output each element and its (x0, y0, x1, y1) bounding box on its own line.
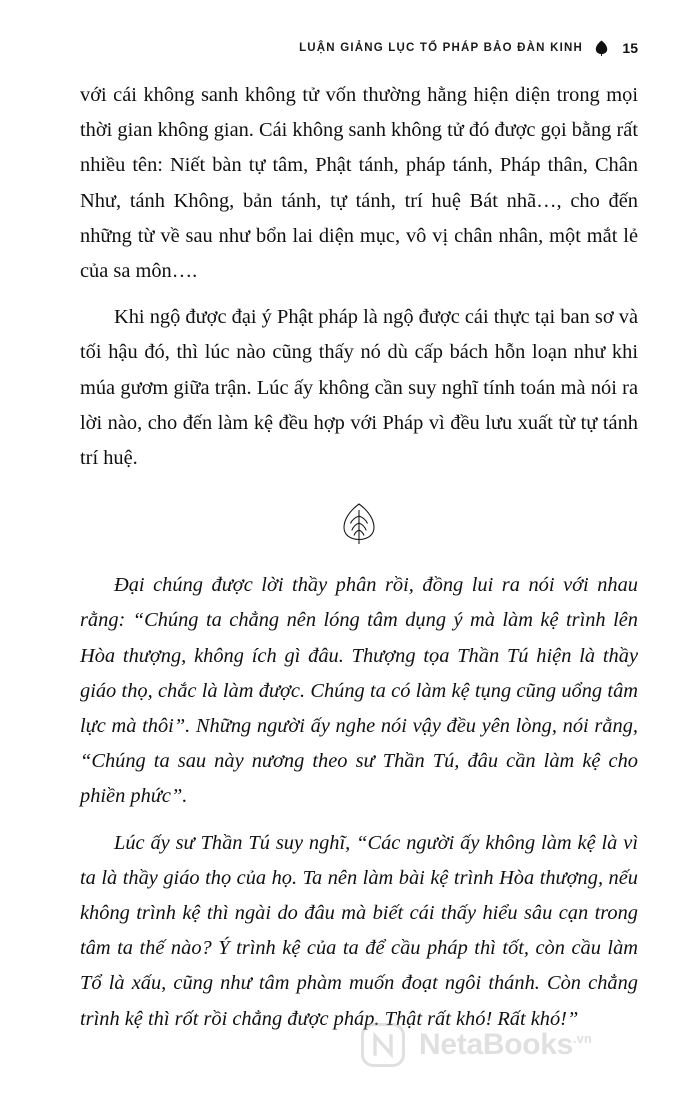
watermark-text (419, 1028, 592, 1062)
paragraph-3: Đại chúng được lời thầy phân rồi, đồng lui ra nói với nhau rằng: “Chúng ta chẳng nên lóng tâm dụng ý mà làm kệ trình lên Hòa thượng, không ích gì đâu. Thượng tọa Thần Tú hiện là thầy giáo thọ, chắc là làm được. Chúng ta có làm kệ tụng cũng uổng tâm lực mà thôi”. Những người ấy nghe nói vậy đều yên lòng, nói rằng, “Chúng ta sau này nương theo sư Thần Tú, đâu cần làm kệ cho phiền phức”. (80, 574, 638, 808)
paragraph-2: Khi ngộ được đại ý Phật pháp là ngộ được cái thực tại ban sơ và tối hậu đó, thì lúc nào cũng thấy nó dù cấp bách hỗn loạn như khi múa gươm giữa trận. Lúc ấy không cần suy nghĩ tính toán mà nói ra lời nào, cho đến làm kệ đều hợp với Pháp vì đều lưu xuất từ tự tánh trí huệ. (80, 306, 638, 470)
paragraph-continued: với cái không sanh không tử vốn thường hằng hiện diện trong mọi thời gian không gian. Cái không sanh không tử đó được gọi bằng rất nhiều tên: Niết bàn tự tâm, Phật tánh, pháp tánh, Pháp thân, Chân Như, tánh Không, bản tánh, tự tánh, trí huệ Bát nhã…, cho đến những từ về sau như bổn lai diện mục, vô vị chân nhân, một mắt lẻ của sa môn…. (80, 84, 638, 283)
watermark-suffix: .vn (573, 1031, 592, 1046)
running-head-title: LUẬN GIẢNG LỤC TỔ PHÁP BẢO ĐÀN KINH (299, 42, 583, 54)
watermark-name: NetaBooks (419, 1028, 574, 1061)
page-number: 15 (622, 40, 638, 56)
page-content (80, 78, 638, 1037)
bodhi-leaf-icon (595, 40, 608, 56)
netabooks-logo-icon (360, 1022, 406, 1068)
section-ornament (80, 502, 638, 546)
watermark (360, 1022, 592, 1068)
running-head (80, 38, 638, 58)
paragraph-4: Lúc ấy sư Thần Tú suy nghĩ, “Các người ấy không làm kệ là vì ta là thầy giáo thọ của họ. Ta nên làm bài kệ trình Hòa thượng, nếu không trình kệ thì ngài do đâu mà biết cái thấy hiểu sâu cạn trong tâm ta thế nào? Ý trình kệ của ta để cầu pháp thì tốt, còn cầu làm Tổ là xấu, cũng như tâm phàm muốn đoạt ngôi thánh. Còn chẳng trình kệ thì rốt rồi chẳng được pháp. Thật rất khó! Rất khó!” (80, 831, 638, 1030)
